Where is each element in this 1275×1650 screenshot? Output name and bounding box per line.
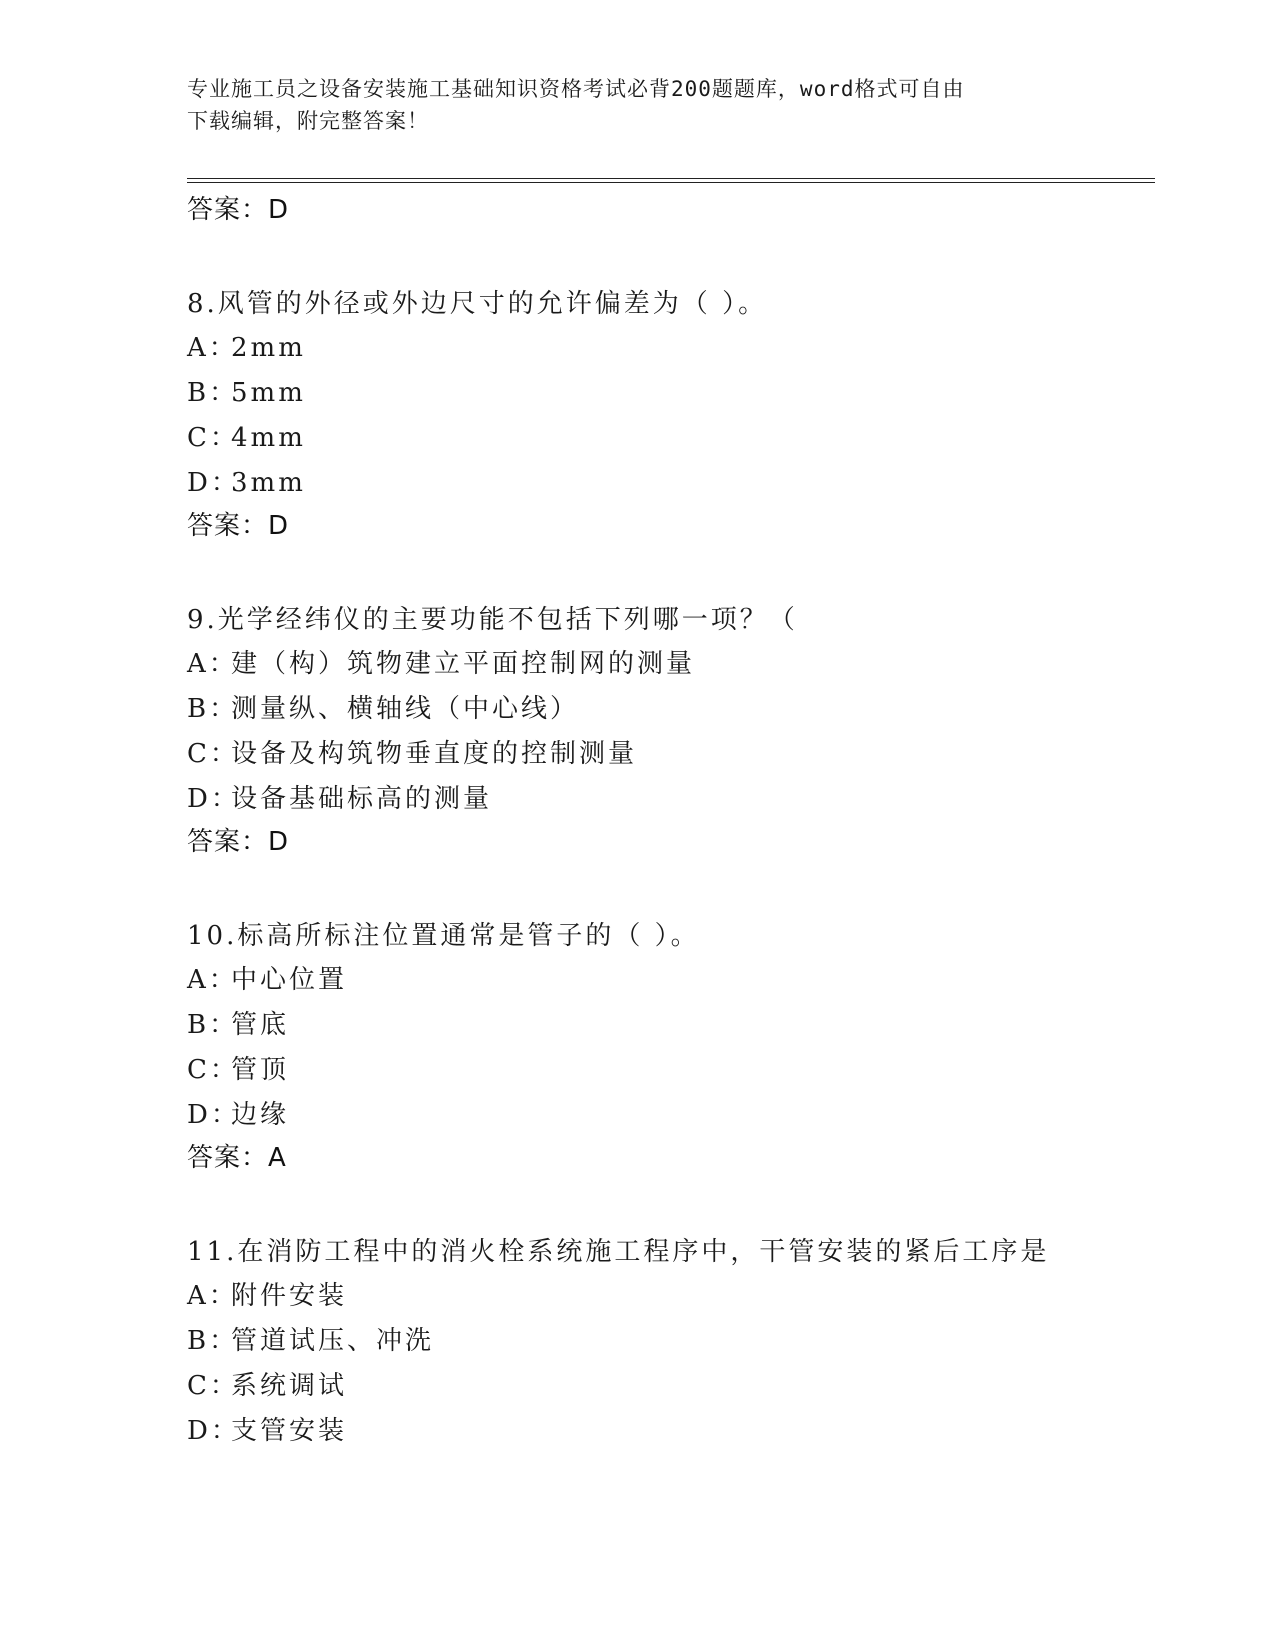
option-text: 2mm <box>231 333 306 363</box>
option-d <box>187 1409 1147 1454</box>
option-letter: D： <box>187 784 240 814</box>
option-text: 管底 <box>231 1010 290 1040</box>
option-b <box>187 687 1147 732</box>
option-letter: B： <box>187 378 239 408</box>
option-letter: B： <box>187 1010 239 1040</box>
answer-line: 答案：D <box>187 195 290 225</box>
header-rule-bottom <box>187 182 1155 183</box>
option-letter: B： <box>187 694 239 724</box>
question-9 <box>187 598 1147 862</box>
option-text: 测量纵、横轴线（中心线） <box>231 694 580 724</box>
option-text: 设备基础标高的测量 <box>231 784 493 814</box>
option-c <box>187 416 1147 461</box>
spacer <box>187 1178 1147 1230</box>
option-letter: C： <box>187 739 239 769</box>
option-a <box>187 1274 1147 1319</box>
option-a <box>187 958 1147 1003</box>
option-d <box>187 1093 1147 1138</box>
option-text: 4mm <box>231 423 306 453</box>
question-stem: 10.标高所标注位置通常是管子的（ ）。 <box>187 921 700 951</box>
option-letter: D： <box>187 468 240 498</box>
header-line-1: 专业施工员之设备安装施工基础知识资格考试必背200题题库，word格式可自由 <box>187 77 965 101</box>
option-d <box>187 461 1147 506</box>
spacer <box>187 862 1147 914</box>
option-letter: B： <box>187 1326 239 1356</box>
option-text: 管顶 <box>231 1055 290 1085</box>
header-rule-top <box>187 178 1155 179</box>
option-letter: C： <box>187 1055 239 1085</box>
option-letter: A： <box>187 965 238 995</box>
spacer <box>187 546 1147 598</box>
spacer <box>187 230 1147 282</box>
option-text: 管道试压、冲洗 <box>231 1326 435 1356</box>
answer-line: 答案：D <box>187 827 290 857</box>
option-text: 5mm <box>231 378 306 408</box>
document-header <box>187 73 1087 137</box>
option-b <box>187 1003 1147 1048</box>
option-text: 中心位置 <box>231 965 348 995</box>
option-text: 边缘 <box>231 1100 290 1130</box>
question-list <box>187 190 1147 1454</box>
option-letter: C： <box>187 423 239 453</box>
question-11 <box>187 1230 1147 1454</box>
option-letter: A： <box>187 333 238 363</box>
option-letter: A： <box>187 649 238 679</box>
option-c <box>187 1048 1147 1093</box>
option-letter: C： <box>187 1371 239 1401</box>
option-letter: D： <box>187 1416 240 1446</box>
option-a <box>187 642 1147 687</box>
question-8 <box>187 282 1147 546</box>
option-c <box>187 732 1147 777</box>
option-text: 建（构）筑物建立平面控制网的测量 <box>231 649 696 679</box>
answer-line: 答案：A <box>187 1143 287 1173</box>
option-text: 设备及构筑物垂直度的控制测量 <box>231 739 638 769</box>
header-line-2: 下载编辑，附完整答案！ <box>187 109 429 133</box>
option-c <box>187 1364 1147 1409</box>
option-text: 系统调试 <box>231 1371 348 1401</box>
option-b <box>187 1319 1147 1364</box>
question-stem: 8.风管的外径或外边尺寸的允许偏差为（ ）。 <box>187 289 768 319</box>
option-text: 支管安装 <box>231 1416 348 1446</box>
question-10 <box>187 914 1147 1178</box>
answer-line: 答案：D <box>187 511 290 541</box>
option-b <box>187 371 1147 416</box>
option-a <box>187 326 1147 371</box>
option-letter: A： <box>187 1281 238 1311</box>
option-text: 3mm <box>231 468 306 498</box>
question-stem: 9.光学经纬仪的主要功能不包括下列哪一项？（ <box>187 605 798 635</box>
option-d <box>187 777 1147 822</box>
option-letter: D： <box>187 1100 240 1130</box>
option-text: 附件安装 <box>231 1281 348 1311</box>
question-stem: 11.在消防工程中的消火栓系统施工程序中，干管安装的紧后工序是 <box>187 1237 1050 1267</box>
